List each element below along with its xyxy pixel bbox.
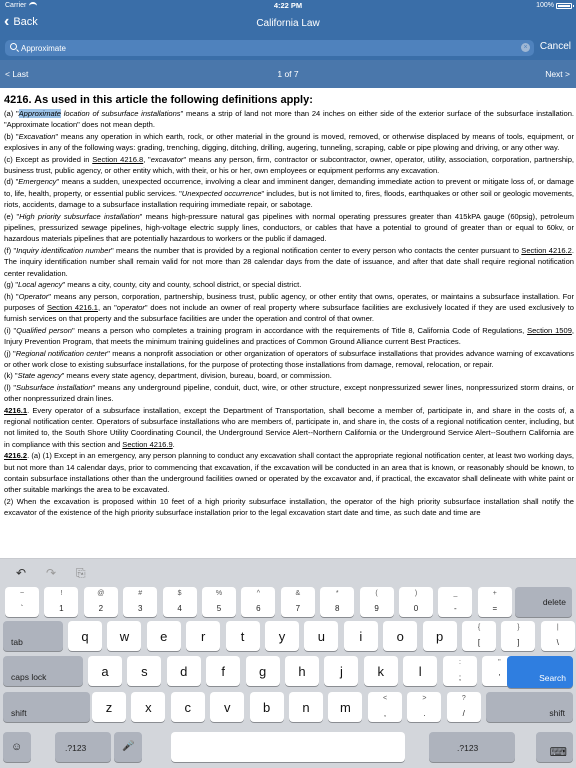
key-char: z: [105, 700, 113, 715]
section-link[interactable]: 4216.1: [4, 405, 28, 415]
key-4[interactable]: [163, 587, 197, 617]
text-run: Inquiry identification number: [16, 245, 111, 255]
chevron-left-icon: ‹: [4, 13, 10, 30]
last-button[interactable]: < Last: [5, 69, 29, 79]
text-run: " does not include an owner of real property where subsurface facilities are exclusively located if they are used exclusively to furnish services on that property and the subsurface facilities are under the operation and control of that owner.: [4, 302, 574, 324]
text-run: Qualified person: [16, 325, 72, 335]
key-char: v: [223, 700, 231, 715]
tab-key[interactable]: [3, 621, 63, 651]
text-run: State agency: [17, 371, 62, 381]
key-t[interactable]: [226, 621, 260, 651]
text-run: " means a person who completes a training program in accordance with the requirements of Title 8, California Code of Regulations,: [71, 325, 528, 335]
key-l[interactable]: [403, 656, 437, 686]
key-r[interactable]: [186, 621, 220, 651]
key-char: w: [119, 629, 130, 644]
key-shift-char: }: [517, 624, 520, 631]
key-5[interactable]: [202, 587, 236, 617]
section-link[interactable]: Section 4216.8: [92, 154, 144, 164]
page-title: California Law: [256, 18, 320, 29]
key-char: 6: [256, 604, 261, 613]
key-char: 0: [413, 604, 419, 613]
battery-icon: [556, 3, 572, 9]
law-paragraph: [4, 405, 574, 451]
section-link[interactable]: Section 4216.2: [521, 245, 572, 255]
text-run: (d) ": [4, 177, 19, 187]
law-paragraph: [4, 279, 574, 290]
key-pipe[interactable]: [541, 621, 575, 651]
key-char: ,: [383, 709, 387, 718]
key-char: =: [492, 604, 498, 613]
law-paragraph: [4, 370, 574, 381]
key-y[interactable]: [265, 621, 299, 651]
text-run: (i) ": [4, 325, 17, 335]
text-run: " means a city, county, city and county, school district, or special district.: [62, 280, 302, 290]
cancel-button[interactable]: Cancel: [539, 41, 571, 52]
text-run: , ": [143, 154, 151, 164]
text-run: Excavation: [18, 131, 56, 141]
key-slash[interactable]: [447, 692, 481, 722]
text-run: (2) When the excavation is proposed within 10 feet of a high priority subsurface installation, the operator of the high priority subsurface installation shall notify the excavator of the existence of the high priority subsurface installation prior to the legal excavation start date and time, as such date and time are: [4, 496, 574, 518]
section-link[interactable]: Section 4216.9: [122, 439, 173, 449]
key-brace[interactable]: [462, 621, 496, 651]
text-run: " means a sudden, unexpected occurrence, involving a clear and imminent danger, demanding immediate action to prevent or mitigate loss of, or damage to, life, health, property, or essential public services. ": [4, 177, 574, 198]
key-char: ]: [517, 638, 520, 647]
key-shift-char: %: [215, 590, 223, 597]
key-2[interactable]: [84, 587, 118, 617]
key-char: [: [477, 638, 481, 647]
shift-key-right[interactable]: [486, 692, 573, 722]
text-run: location of subsurface installations: [61, 109, 181, 118]
key-shift-char: (: [375, 590, 378, 597]
key-char: h: [298, 664, 306, 679]
key-u[interactable]: [304, 621, 338, 651]
key-o[interactable]: [383, 621, 417, 651]
section-link[interactable]: Section 4216.1: [46, 302, 99, 312]
key-char: y: [278, 629, 286, 644]
law-paragraph: [4, 131, 574, 154]
key-char: `: [20, 604, 24, 613]
key-v[interactable]: [210, 692, 244, 722]
key-label: Search: [539, 673, 566, 683]
law-paragraph: [4, 496, 574, 519]
text-run: (a) ": [4, 109, 19, 118]
text-run: Subsurface installation: [16, 382, 93, 392]
key-char: r: [201, 629, 206, 644]
key-char: 4: [177, 604, 182, 613]
microphone-icon[interactable]: [114, 732, 142, 762]
key-shift-char: ?: [461, 695, 466, 702]
key-shift-char: ~: [19, 590, 25, 597]
key-char: o: [396, 629, 404, 644]
key-char: l: [418, 664, 422, 679]
text-run: (e) ": [4, 211, 20, 221]
key-label: .?123: [457, 743, 479, 753]
key-label: tab: [11, 637, 23, 647]
text-run: Operator: [18, 291, 49, 301]
key-period[interactable]: [407, 692, 441, 722]
hide-keyboard-icon[interactable]: [536, 732, 573, 762]
key-w[interactable]: [107, 621, 141, 651]
key-q[interactable]: [68, 621, 102, 651]
article-heading: 4216. As used in this article the following definitions apply:: [4, 94, 313, 106]
law-paragraph: [4, 382, 574, 405]
text-run: " means any operation in which earth, rock, or other material in the ground is moved, removed, or otherwise displaced by means of tools, equipment, or explosives in any of the following ways: grading, trenching, digging, ditching, drilling, augering, tunneling, scraping, cable or pipe plowing and driving, or any other way.: [4, 131, 574, 153]
key-p[interactable]: [423, 621, 457, 651]
key-shift-char: #: [138, 590, 143, 597]
key-char: g: [258, 664, 267, 679]
text-run: " means a strip of land not more than 24 inches on either side of the exterior surface of the subsurface installation. "Approximate location" does not mean depth.: [4, 109, 574, 130]
law-paragraph: [4, 291, 574, 325]
shortcut-bar: [0, 558, 576, 586]
key-shift-char: <: [382, 695, 388, 702]
key-shift-char: :: [459, 659, 461, 666]
text-run: (l) ": [4, 382, 17, 392]
clear-icon[interactable]: ×: [521, 43, 530, 52]
key-char: c: [184, 700, 192, 715]
onscreen-keyboard: [0, 586, 576, 768]
key-char: m: [339, 700, 351, 715]
key-char: -: [454, 604, 457, 613]
numbers-key-right[interactable]: [429, 732, 515, 762]
key-1[interactable]: [44, 587, 78, 617]
redo-icon[interactable]: ↷: [46, 566, 57, 580]
text-run: . (a) (1) Except in an emergency, any person planning to conduct any excavation shall contact the appropriate regional notification center, at least two working days, but not more than 14 calendar days, prior to commencing that excavation, if the excavation will be conducted in an area that is known, or reasonably should be known, to contain subsurface installations other than the underground facilities owned or operated by the excavator and, if practical, the excavator shall delineate with white paint or other suitable markings the area to be excavated.: [4, 451, 574, 495]
key-colon[interactable]: [443, 656, 477, 686]
text-run: . Every operator of a subsurface installation, except the Department of Transportation, shall become a member of, participate in, and share in the costs of, a regional notification center. Operators of subsurface installations who are members of, participate in, and share in, the costs of a regional notification center, including, but not limited to, the South Shore Utility Coordinating Council, the Underground Service Alert--Northern California or the Underground Service Alert--Southern California are in compliance with this section and: [4, 405, 574, 449]
key-`[interactable]: [5, 587, 39, 617]
key-i[interactable]: [344, 621, 378, 651]
numbers-key-left[interactable]: [55, 732, 111, 762]
key-h[interactable]: [285, 656, 319, 686]
key-s[interactable]: [127, 656, 161, 686]
shift-key-left[interactable]: [3, 692, 90, 722]
key-a[interactable]: [88, 656, 122, 686]
key-shift-char: *: [335, 590, 339, 597]
law-text: [4, 93, 574, 556]
status-bar: [0, 0, 576, 12]
battery-indicator: 100%: [536, 2, 572, 9]
key-shift-char: !: [60, 590, 63, 597]
key-char: q: [81, 629, 89, 644]
key-char: i: [359, 629, 363, 644]
back-button[interactable]: [4, 13, 38, 30]
text-run: (k) ": [4, 371, 18, 381]
key-char: s: [141, 664, 148, 679]
text-run: Local agency: [18, 280, 63, 290]
law-paragraph: [4, 348, 574, 371]
key--[interactable]: [438, 587, 472, 617]
text-run: " means any person, firm, contractor or subcontractor, owner, operator, utility, association, corporation, partnership, business trust, public agency, or other entity which, with their, or his or her, own employees or equipment performs any excavation.: [4, 154, 574, 176]
next-button[interactable]: Next >: [545, 69, 570, 79]
key-char: 9: [374, 604, 379, 613]
law-paragraph: [4, 450, 574, 496]
key-shift-char: |: [556, 624, 559, 631]
text-run: operator: [116, 302, 145, 312]
text-run: (b) ": [4, 131, 19, 141]
key-char: u: [317, 629, 325, 644]
text-run: " means a nonprofit association or other organization of operators of subsurface installations that provides advance warning of excavations or other work close to existing subsurface installations, for the purpose of protecting those installations from damage, removal, relocation, or repair.: [4, 348, 574, 369]
key-char: b: [262, 700, 271, 715]
paste-icon[interactable]: ⎘: [76, 566, 86, 580]
search-key[interactable]: [507, 656, 573, 688]
key-char: t: [240, 629, 245, 644]
navigation-bar: [0, 12, 576, 36]
key-char: x: [145, 700, 152, 715]
key-char: 8: [334, 604, 340, 613]
law-paragraph: [4, 245, 574, 279]
key-label: ☺: [11, 741, 23, 753]
key-label: shift: [11, 708, 27, 718]
key-label: caps lock: [11, 672, 47, 682]
text-run: (j) ": [4, 348, 16, 358]
key-b[interactable]: [250, 692, 284, 722]
text-run: Emergency: [18, 177, 57, 187]
text-run: " means every state agency, department, division, bureau, board, or commission.: [61, 371, 332, 381]
key-label: ⌨: [549, 745, 567, 759]
text-run: (f) ": [4, 245, 17, 255]
law-paragraph: [4, 108, 574, 131]
key-comma[interactable]: [368, 692, 402, 722]
key-shift-char: ": [498, 659, 501, 666]
text-run: , an ": [98, 302, 117, 312]
key-c[interactable]: [171, 692, 205, 722]
key-7[interactable]: [281, 587, 315, 617]
key-shift-char: +: [492, 590, 497, 597]
key-shift-char: >: [422, 695, 427, 702]
key-label: delete: [542, 597, 566, 607]
key-char: n: [302, 700, 310, 715]
text-run: . The inquiry identification number shall remain valid for not more than 28 calendar days from the date of issuance, and after that date shall require regional notification center revalidation.: [4, 245, 574, 278]
key-3[interactable]: [123, 587, 157, 617]
emoji-key[interactable]: [3, 732, 31, 762]
text-run: .: [172, 439, 175, 449]
key-char: e: [160, 629, 168, 644]
search-highlight: Approximate: [18, 109, 62, 118]
key-e[interactable]: [147, 621, 181, 651]
key-d[interactable]: [167, 656, 201, 686]
search-bar: [0, 36, 576, 60]
key-label: .?123: [65, 743, 87, 753]
search-field[interactable]: [5, 40, 534, 56]
key-char: ;: [458, 673, 462, 682]
key-0[interactable]: [399, 587, 433, 617]
text-run: (g) ": [4, 280, 18, 290]
text-run: " means the number that is provided by a regional notification center to every person who contacts the center pursuant to: [111, 245, 522, 255]
text-run: Regional notification center: [15, 348, 108, 358]
key-6[interactable]: [241, 587, 275, 617]
key-char: a: [101, 664, 109, 679]
delete-key[interactable]: [515, 587, 572, 617]
back-label: Back: [13, 16, 38, 28]
law-paragraph: [4, 325, 574, 348]
key-shift-char: $: [177, 590, 182, 597]
result-pager: [0, 60, 576, 88]
key-char: 1: [59, 604, 64, 613]
key-j[interactable]: [324, 656, 358, 686]
section-link[interactable]: Section 1509: [527, 325, 572, 335]
key-char: f: [221, 664, 225, 679]
key-shift-char: ): [414, 590, 418, 597]
key-char: p: [435, 629, 444, 644]
space-key[interactable]: [171, 732, 405, 762]
carrier-label: Carrier: [5, 2, 37, 9]
key-x[interactable]: [131, 692, 165, 722]
key-char: .: [423, 709, 426, 718]
key-9[interactable]: [360, 587, 394, 617]
key-char: 2: [98, 604, 104, 613]
text-run: (c) Except as provided in: [4, 154, 93, 164]
key-char: 7: [295, 604, 301, 613]
law-paragraph: [4, 211, 574, 245]
key-=[interactable]: [478, 587, 512, 617]
key-shift-char: {: [477, 624, 481, 631]
text-run: " includes, but is not limited to, fires, floods, earthquakes or other soil or geologic movements, riots, accidents, damage to a subsurface installation requiring immediate repair, or sabotage.: [4, 188, 574, 210]
text-run: excavator: [150, 154, 184, 164]
key-char: /: [462, 709, 465, 718]
text-run: " means high-pressure natural gas pipelines with normal operating pressures greater than 415kPA gauge (60psig), petroleum pipelines, pressurized sewage pipelines, high-voltage electric supply lines, conductors, or cables that have a potential to ground of greater than or equal to 60kv, or hazardous materials pipelines that are potentially hazardous to workers or the public if damaged.: [4, 211, 574, 244]
key-8[interactable]: [320, 587, 354, 617]
key-char: k: [377, 664, 385, 679]
law-paragraph: [4, 154, 574, 177]
key-char: \: [556, 638, 559, 647]
law-paragraph: [4, 176, 574, 210]
result-count: 1 of 7: [277, 69, 299, 79]
text-run: " means any underground pipeline, conduit, duct, wire, or other structure, except nonpressurized sewer lines, nonpressurized storm drains, or other nonpressurized drain lines.: [4, 382, 574, 404]
text-run: , Injury Prevention Program, that meets the minimum training guidelines and practices of Common Ground Alliance current Best Practices.: [4, 325, 574, 347]
key-char: 3: [137, 604, 143, 613]
key-m[interactable]: [328, 692, 362, 722]
key-char: ': [498, 673, 501, 682]
key-char: d: [180, 664, 188, 679]
key-z[interactable]: [92, 692, 126, 722]
key-label: shift: [549, 708, 565, 718]
undo-icon[interactable]: ↶: [16, 566, 27, 580]
key-bracket-close[interactable]: [501, 621, 535, 651]
search-icon: [10, 43, 17, 50]
key-char: j: [339, 664, 343, 679]
status-time: 4:22 PM: [273, 1, 303, 10]
key-shift-char: @: [97, 590, 105, 597]
key-f[interactable]: [206, 656, 240, 686]
key-n[interactable]: [289, 692, 323, 722]
text-run: High priority subsurface installation: [19, 211, 140, 221]
key-g[interactable]: [246, 656, 280, 686]
key-shift-char: &: [295, 590, 301, 597]
key-char: 5: [216, 604, 222, 613]
text-run: Unexpected occurrence: [181, 188, 262, 198]
key-shift-char: ^: [256, 590, 261, 597]
text-run: " means any person, corporation, partnership, business trust, public agency, or other entity that owns, operates, or maintains a subsurface installation. For purposes of: [4, 291, 574, 312]
section-link[interactable]: 4216.2: [4, 451, 28, 461]
text-run: (h) ": [4, 291, 19, 301]
key-label: 🎤: [122, 741, 135, 752]
key-k[interactable]: [364, 656, 398, 686]
caps-lock-key[interactable]: [3, 656, 83, 686]
search-input[interactable]: [21, 41, 511, 55]
key-shift-char: _: [453, 590, 458, 597]
